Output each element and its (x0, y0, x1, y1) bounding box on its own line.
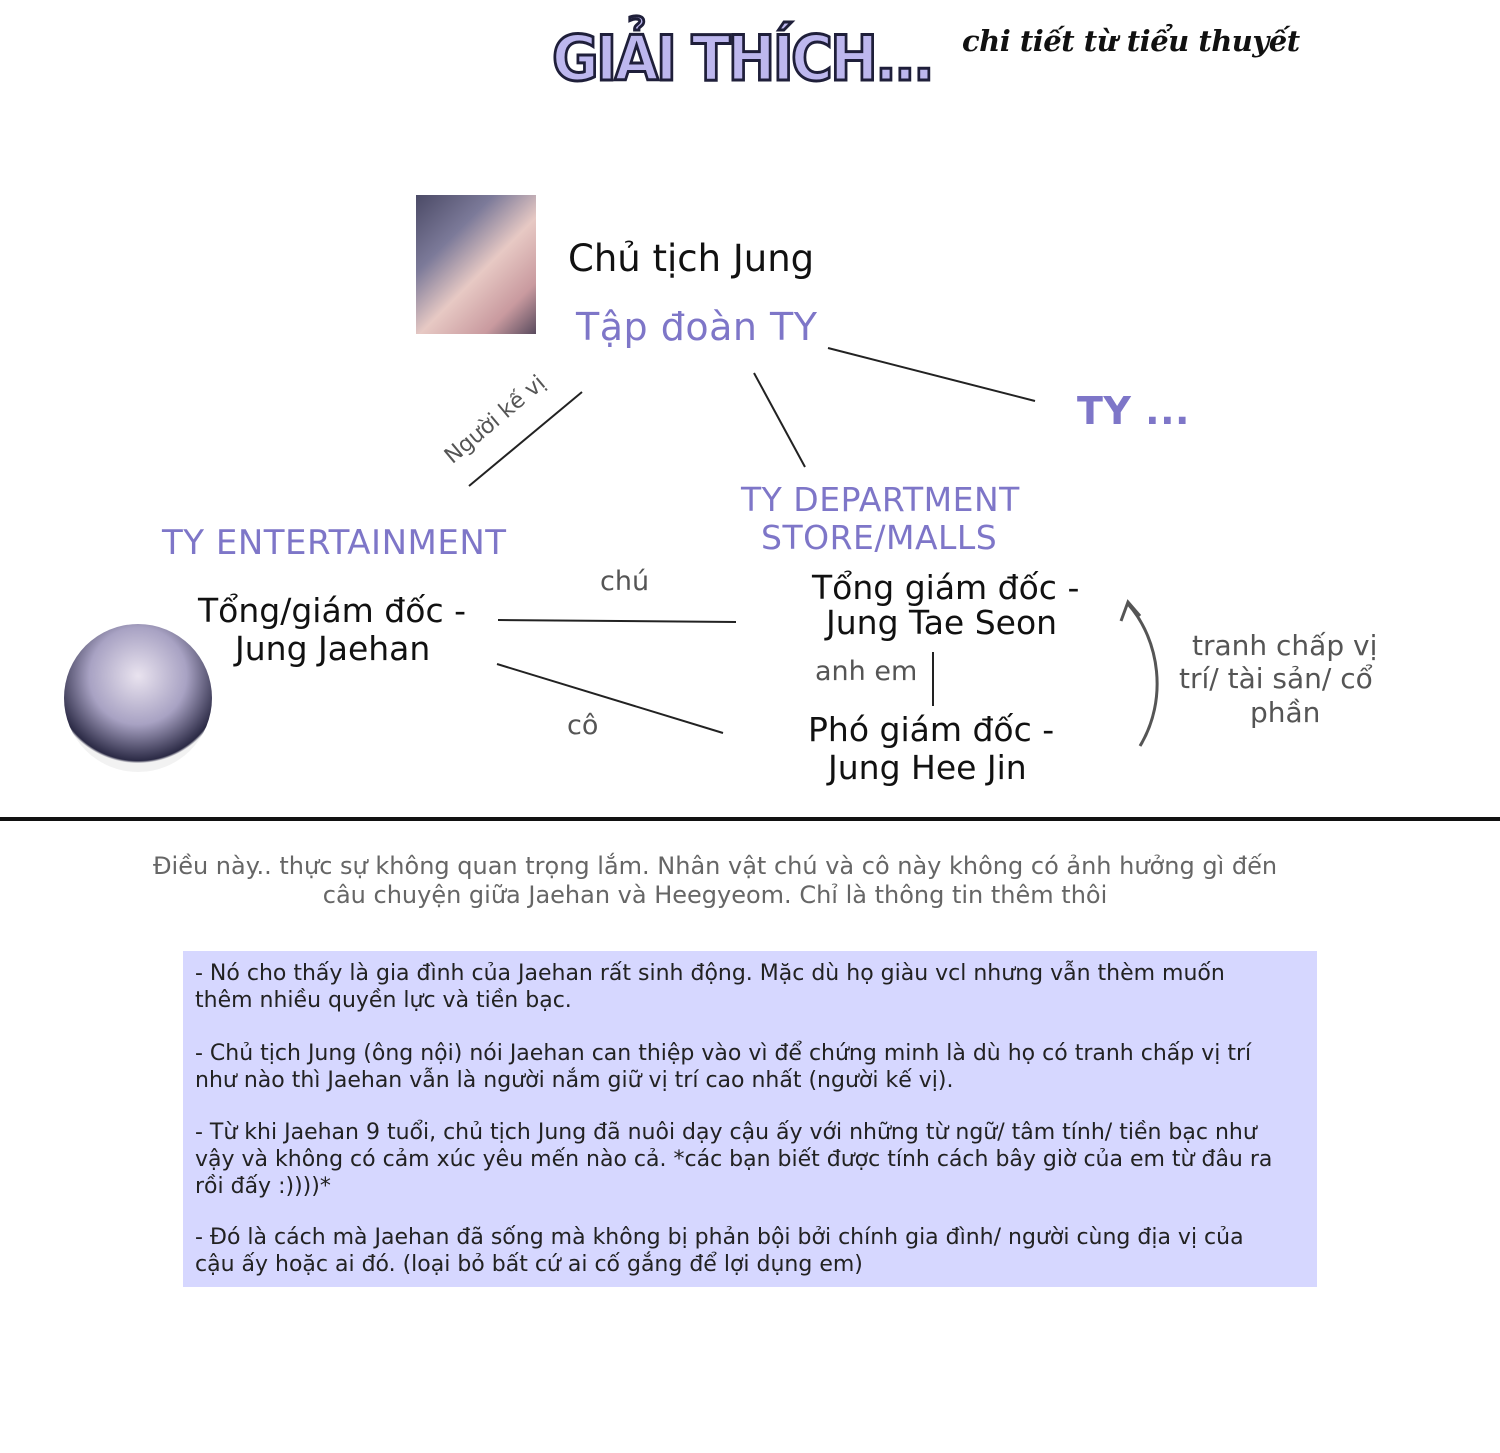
taeseon-name: Jung Tae Seon (826, 603, 1058, 642)
aunt-label: cô (567, 710, 599, 741)
detail-paragraph-4: - Đó là cách mà Jaehan đã sống mà không bị phản bội bởi chính gia đình/ người cùng địa vị của cậu ấy hoặc ai đó. (loại bỏ bất cứ ai cố gắng để lợi dụng em) (195, 1225, 1244, 1277)
department-org-line2: STORE/MALLS (761, 518, 998, 557)
jaehan-portrait (64, 624, 212, 772)
detail-paragraph-1: - Nó cho thấy là gia đình của Jaehan rất sinh động. Mặc dù họ giàu vcl nhưng vẫn thèm muốn thêm nhiều quyền lực và tiền bạc. (195, 961, 1225, 1013)
line-jaehan-taeseon (498, 620, 736, 622)
siblings-label: anh em (815, 656, 918, 687)
heejin-role: Phó giám đốc - (808, 710, 1055, 749)
line-jaehan-heejin (497, 664, 723, 733)
note-line-2: câu chuyện giữa Jaehan và Heegyeom. Chỉ là thông tin thêm thôi (322, 881, 1108, 909)
chairman-group: Tập đoàn TY (576, 305, 818, 349)
section-divider (0, 817, 1500, 821)
jaehan-role: Tổng/giám đốc - (198, 591, 466, 630)
line-chairman-other (828, 348, 1035, 401)
uncle-label: chú (600, 566, 650, 597)
taeseon-role: Tổng giám đốc - (812, 568, 1080, 607)
dispute-label-1: tranh chấp vị (1192, 629, 1378, 662)
dispute-label-3: phần (1250, 696, 1321, 729)
ty-other: TY ... (1077, 389, 1190, 433)
page-title: GIẢI THÍCH... (552, 22, 932, 95)
jaehan-name: Jung Jaehan (235, 629, 431, 668)
chairman-portrait (416, 195, 536, 334)
department-org-line1: TY DEPARTMENT (741, 480, 1020, 519)
dispute-label-2: trí/ tài sản/ cổ (1179, 662, 1373, 695)
line-chairman-department (754, 373, 805, 467)
heejin-name: Jung Hee Jin (828, 748, 1027, 787)
detail-paragraph-2: - Chủ tịch Jung (ông nội) nói Jaehan can thiệp vào vì để chứng minh là dù họ có tranh chấp vị trí như nào thì Jaehan vẫn là người nắm giữ vị trí cao nhất (người kế vị). (195, 1041, 1252, 1093)
details-box (183, 951, 1317, 1287)
page-subtitle: chi tiết từ tiểu thuyết (962, 24, 1300, 58)
note-line-1: Điều này.. thực sự không quan trọng lắm. Nhân vật chú và cô này không có ảnh hưởng gì đến (152, 852, 1278, 880)
detail-paragraph-3: - Từ khi Jaehan 9 tuổi, chủ tịch Jung đã nuôi dạy cậu ấy với những từ ngữ/ tâm tính/ tiền bạc như vậy và không có cảm xúc yêu mến nào cả. *các bạn biết được tính cách bây giờ của em từ đâu ra rồi đấy :))))* (195, 1120, 1273, 1199)
note-text (0, 852, 1430, 910)
entertainment-org: TY ENTERTAINMENT (162, 523, 507, 563)
chairman-name: Chủ tịch Jung (568, 237, 815, 280)
dispute-arrow (1128, 604, 1157, 746)
successor-label: Người kế vị (440, 370, 551, 470)
